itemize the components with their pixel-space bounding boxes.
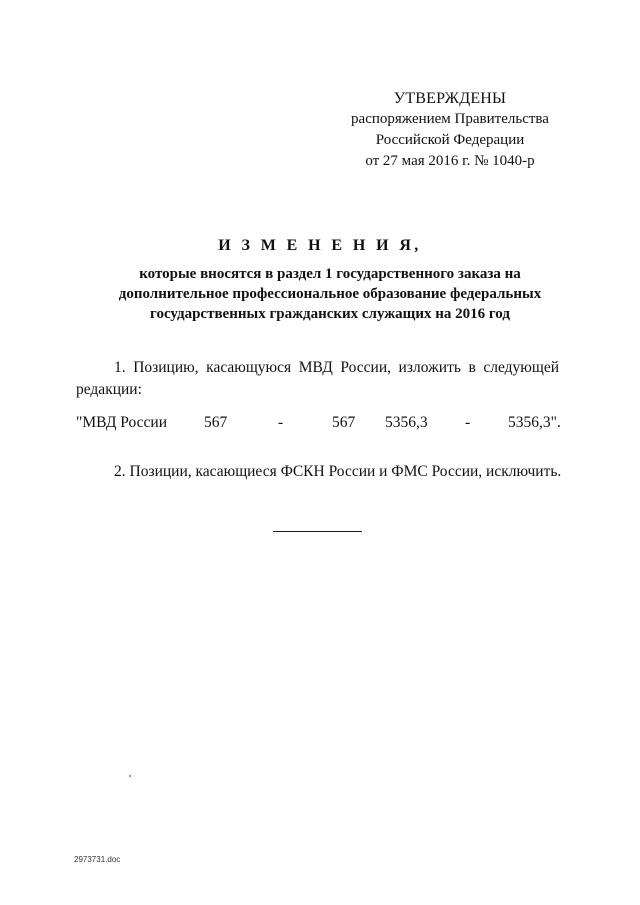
row-value-5: - [465, 414, 471, 431]
paragraph-2: 2. Позиции, касающиеся ФСКН России и ФМС России, исключить. [114, 463, 562, 480]
document-heading: И З М Е Н Е Н И Я, [218, 237, 422, 254]
row-value-6: 5356,3". [508, 414, 561, 431]
table-row [0, 414, 640, 436]
row-name-cell: "МВД России [76, 414, 168, 431]
approval-line-2: Российской Федерации [375, 132, 525, 148]
subheading-line-1: которые вносятся в раздел 1 государственного заказа на [139, 266, 521, 282]
approval-line-1: распоряжением Правительства [351, 111, 549, 127]
row-value-1: 567 [204, 414, 228, 431]
row-value-4: 5356,3 [385, 414, 428, 431]
approval-stamp-block [330, 88, 570, 172]
approval-line-3: от 27 мая 2016 г. № 1040-р [365, 153, 535, 169]
closing-divider [273, 531, 362, 532]
row-value-3: 567 [332, 414, 356, 431]
approval-title: УТВЕРЖДЕНЫ [393, 90, 507, 107]
row-value-2: - [278, 414, 284, 431]
footer-doc-ref: 2973731.doc [74, 855, 121, 864]
subheading-line-3: государственных гражданских служащих на 2016 год [150, 306, 510, 322]
scan-speck [129, 775, 131, 777]
paragraph-1: 1. Позицию, касающуюся МВД России, изложить в следующей редакции: [76, 359, 559, 398]
document-subheading [70, 264, 590, 324]
subheading-line-2: дополнительное профессиональное образование федеральных [118, 286, 542, 302]
